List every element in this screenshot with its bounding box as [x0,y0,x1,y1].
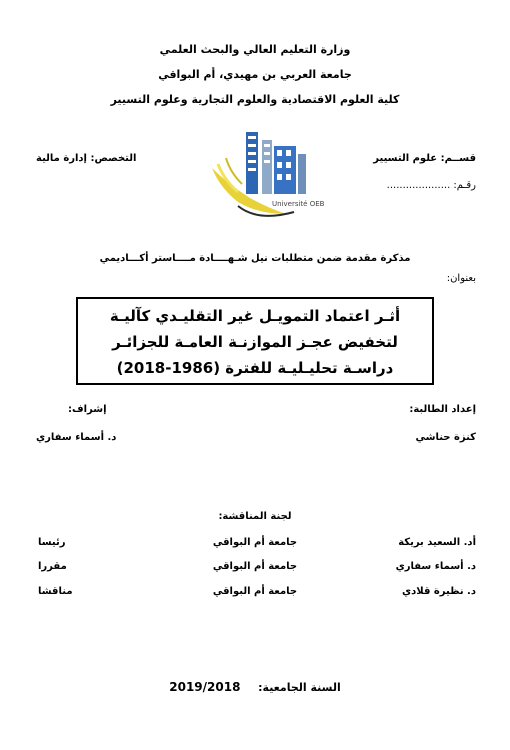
thesis-title-line-1: أثـر اعتماد التمويـل غير التقليـدي كآليـة [109,307,401,325]
committee-member-name: أد. السعيد بريكة [398,537,476,548]
title-label: بعنوان: [446,273,476,284]
committee-member-role: مناقشا [38,586,73,597]
committee-member-name: د. أسماء سفاري [395,561,476,572]
number-label: رقـم: .................... [386,180,476,191]
academic-year-value: 2019/2018 [169,680,241,694]
committee-member-university: جامعة أم البواقي [212,561,298,572]
committee-member-role: رئيسا [38,537,66,548]
committee-member-name: د. نظيرة قلادي [401,586,476,597]
committee-member-university: جامعة أم البواقي [212,586,298,597]
student-name: كنزة حناشي [415,432,476,443]
memo-statement: مذكرة مقدمة ضمن متطلبات نيل شـهــــادة مــــاستر أكـــاديمي [99,253,411,264]
ministry-heading: وزارة التعليم العالي والبحث العلمي [159,43,351,56]
university-logo [198,128,325,228]
supervisor-name: د. أسماء سفاري [36,432,117,443]
academic-year [0,680,510,694]
committee-member-role: مقررا [38,561,67,572]
prepared-by-label: إعداد الطالبة: [409,404,476,415]
supervision-label: إشراف: [68,404,107,415]
university-heading: جامعة العربي بن مهيدي، أم البواقي [158,68,352,81]
thesis-title-box [76,297,434,385]
thesis-title-line-3: دراسـة تحليـليـة للفترة (1986-2018) [116,359,394,377]
academic-year-label: السنة الجامعية: [258,681,341,694]
logo-text: Université OEB [272,200,325,208]
committee-member-university: جامعة أم البواقي [212,537,298,548]
committee-label: لجنة المناقشة: [218,511,292,522]
thesis-title-line-2: لتخفيض عجـز الموازنـة العامـة للجزائـر [112,333,398,351]
faculty-heading: كلية العلوم الاقتصادية والعلوم التجارية وعلوم التسيير [110,93,400,106]
department-label: قســم: علوم التسيير [373,153,476,164]
specialty-label: التخصص: إدارة مالية [36,153,137,164]
